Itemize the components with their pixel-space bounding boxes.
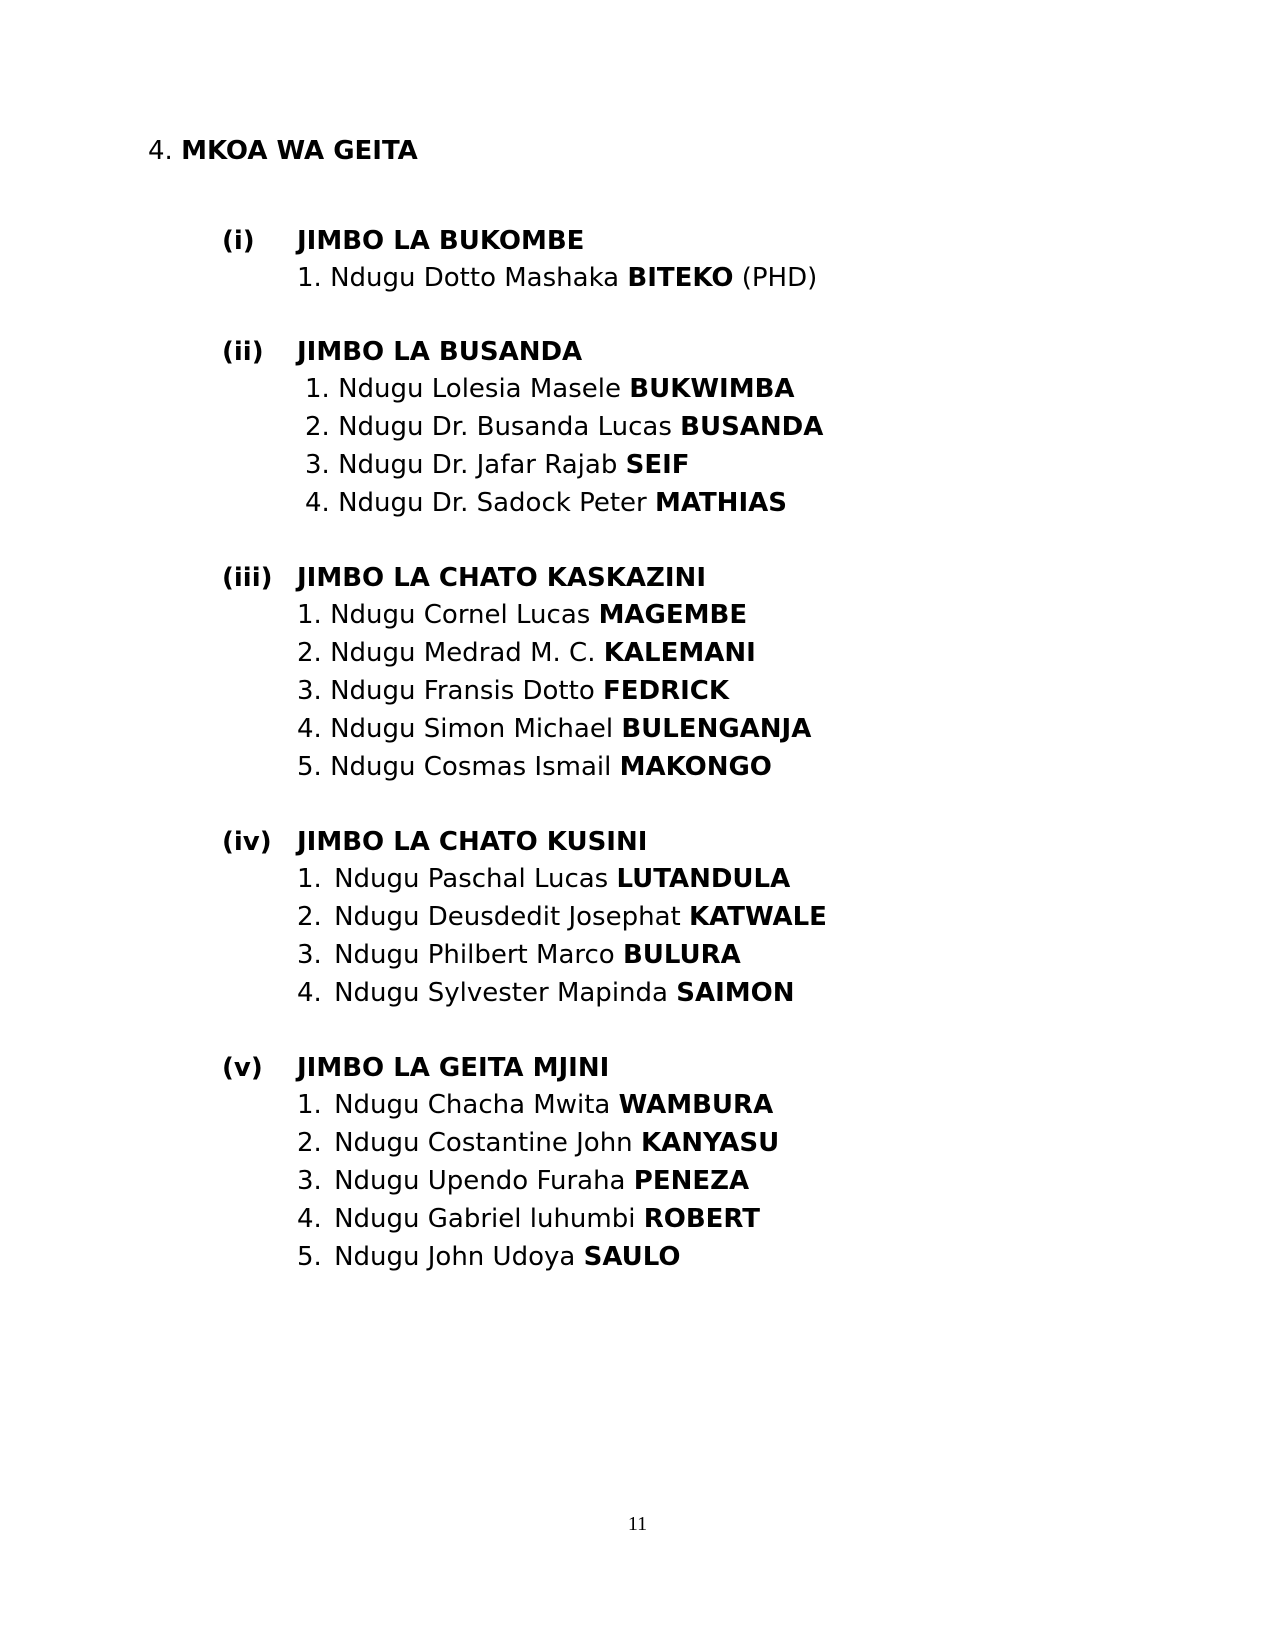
section-numeral: (i) (222, 226, 255, 256)
section-title-chato-kaskazini (222, 561, 706, 595)
list-item: 5. Ndugu John Udoya SAULO (297, 1242, 681, 1272)
list-item: 1. Ndugu Dotto Mashaka BITEKO (PHD) (297, 263, 818, 293)
list-item: 4. Ndugu Simon Michael BULENGANJA (297, 714, 812, 744)
list-item: 2. Ndugu Medrad M. C. KALEMANI (297, 638, 756, 668)
section-name: JIMBO LA GEITA MJINI (297, 1053, 610, 1083)
section-numeral: (ii) (222, 337, 264, 367)
section-title-bukombe (222, 224, 584, 258)
list-item: 2. Ndugu Costantine John KANYASU (297, 1128, 780, 1158)
list-item: 2. Ndugu Deusdedit Josephat KATWALE (297, 902, 827, 932)
list-item: 3. Ndugu Dr. Jafar Rajab SEIF (305, 450, 690, 480)
list-item: 3. Ndugu Upendo Furaha PENEZA (297, 1166, 750, 1196)
section-name: JIMBO LA CHATO KUSINI (297, 827, 648, 857)
list-item: 1. Ndugu Lolesia Masele BUKWIMBA (305, 374, 795, 404)
section-name: JIMBO LA BUSANDA (297, 337, 583, 367)
list-item: 4. Ndugu Sylvester Mapinda SAIMON (297, 978, 795, 1008)
section-numeral: (iii) (222, 563, 273, 593)
page-heading (148, 134, 418, 168)
list-item: 4. Ndugu Dr. Sadock Peter MATHIAS (305, 488, 787, 518)
section-title-busanda (222, 335, 582, 369)
page-number: 11 (627, 1513, 648, 1535)
heading-number: 4. (148, 136, 173, 166)
section-title-chato-kusini (222, 825, 647, 859)
list-item: 4. Ndugu Gabriel luhumbi ROBERT (297, 1204, 761, 1234)
list-item: 3. Ndugu Fransis Dotto FEDRICK (297, 676, 730, 706)
list-item: 2. Ndugu Dr. Busanda Lucas BUSANDA (305, 412, 824, 442)
list-item: 5. Ndugu Cosmas Ismail MAKONGO (297, 752, 772, 782)
list-item: 1. Ndugu Cornel Lucas MAGEMBE (297, 600, 748, 630)
section-name: JIMBO LA BUKOMBE (297, 226, 585, 256)
list-item: 3. Ndugu Philbert Marco BULURA (297, 940, 741, 970)
heading-title: MKOA WA GEITA (181, 136, 418, 166)
section-numeral: (v) (222, 1053, 263, 1083)
list-item: 1. Ndugu Chacha Mwita WAMBURA (297, 1090, 774, 1120)
section-title-geita-mjini (222, 1051, 609, 1085)
section-numeral: (iv) (222, 827, 272, 857)
section-name: JIMBO LA CHATO KASKAZINI (297, 563, 706, 593)
list-item: 1. Ndugu Paschal Lucas LUTANDULA (297, 864, 791, 894)
